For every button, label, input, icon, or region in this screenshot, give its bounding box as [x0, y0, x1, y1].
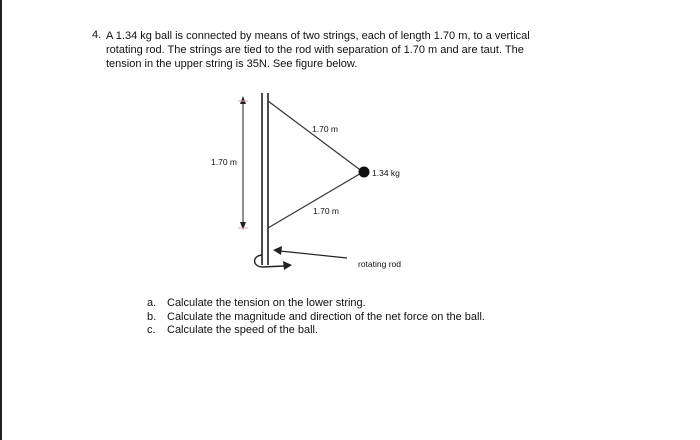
- question-letter: b.: [147, 310, 157, 323]
- rotation-arrow-icon: [255, 255, 285, 267]
- lower-string: [268, 172, 363, 228]
- separation-arrowhead-up: [240, 96, 246, 104]
- problem-line: A 1.34 kg ball is connected by means of two strings, each of length 1.70 m, to a vertical: [106, 30, 530, 42]
- upper-string: [268, 101, 363, 172]
- rotating-rod-label: rotating rod: [358, 259, 401, 269]
- question-c: [147, 324, 485, 338]
- question-letter: a.: [147, 297, 157, 309]
- question-letter: c.: [147, 324, 156, 336]
- question-text: Calculate the magnitude and direction of the net force on the ball.: [167, 310, 485, 323]
- question-list: [147, 297, 485, 338]
- lower-string-label: 1.70 m: [313, 206, 339, 216]
- ball-mass-label: 1.34 kg: [372, 168, 400, 178]
- separation-label: 1.70 m: [211, 157, 237, 167]
- question-b: [147, 311, 485, 325]
- upper-string-label: 1.70 m: [312, 124, 338, 134]
- problem-line: tension in the upper string is 35N. See figure below.: [106, 58, 358, 70]
- rotation-arrowhead: [283, 261, 292, 270]
- ball: [359, 167, 370, 178]
- question-text: Calculate the speed of the ball.: [167, 324, 319, 336]
- rod-pointer-line: [280, 251, 347, 258]
- question-a: [147, 297, 485, 311]
- problem-number: 4.: [92, 29, 102, 41]
- rod-pointer-arrowhead: [273, 246, 282, 255]
- question-text: Calculate the tension on the lower string.: [167, 297, 366, 309]
- separation-arrowhead-down: [240, 222, 246, 230]
- problem-line: rotating rod. The strings are tied to the rod with separation of 1.70 m and are taut. The: [106, 44, 524, 56]
